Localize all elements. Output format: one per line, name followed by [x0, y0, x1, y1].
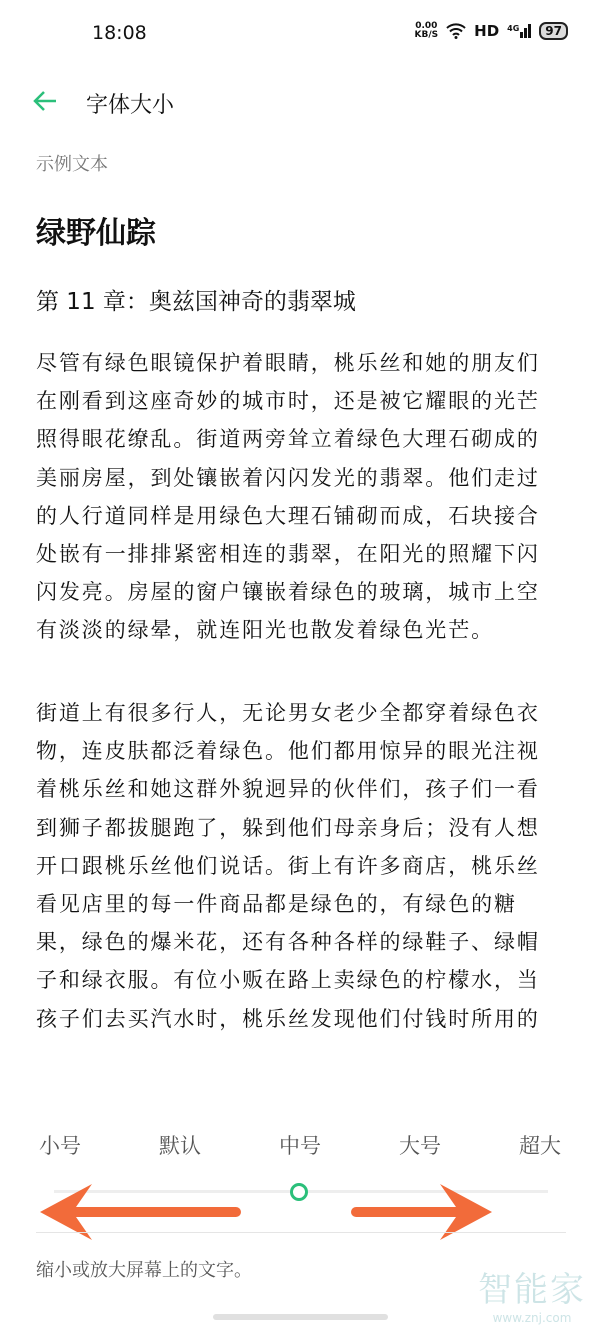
text-line: 处嵌有一排排紧密相连的翡翠，在阳光的照耀下闪	[36, 542, 540, 567]
text-line: 有淡淡的绿晕，就连阳光也散发着绿色光芒。	[36, 618, 494, 643]
signal-icon	[507, 24, 531, 38]
network-speed	[415, 22, 439, 40]
annotation-arrows	[0, 1180, 600, 1240]
text-line: 街道上有很多行人，无论男女老少全都穿着绿色衣	[36, 701, 540, 725]
divider	[36, 1232, 566, 1233]
wifi-icon	[446, 23, 466, 39]
book-title: 绿野仙踪	[36, 216, 156, 251]
paragraph-2	[36, 694, 576, 1038]
size-extra-large[interactable]: 超大	[519, 1134, 561, 1158]
home-indicator[interactable]	[213, 1314, 388, 1320]
chapter-title: 第 11 章：奥兹国神奇的翡翠城	[36, 289, 356, 315]
speed-unit: KB/S	[414, 30, 439, 40]
text-line: 孩子们去买汽水时，桃乐丝发现他们付钱时所用的	[36, 1006, 540, 1031]
hd-indicator: HD	[474, 22, 500, 40]
watermark-text: 智能家	[478, 1270, 586, 1310]
text-line: 子和绿衣服。有位小贩在路上卖绿色的柠檬水，当	[36, 968, 540, 993]
description: 缩小或放大屏幕上的文字。	[36, 1260, 252, 1281]
text-line: 着桃乐丝和她这群外貌迥异的伙伴们，孩子们一看	[36, 777, 540, 802]
text-line: 美丽房屋，到处镶嵌着闪闪发光的翡翠。他们走过	[36, 465, 540, 490]
size-small[interactable]: 小号	[39, 1134, 81, 1158]
paragraph-1	[36, 344, 576, 650]
back-arrow-icon[interactable]	[32, 88, 58, 114]
text-line: 开口跟桃乐丝他们说话。街上有许多商店，桃乐丝	[36, 853, 540, 878]
page-title: 字体大小	[86, 93, 175, 118]
text-line: 物，连皮肤都泛着绿色。他们都用惊异的眼光注视	[36, 739, 540, 764]
text-line: 看见店里的每一件商品都是绿色的，有绿色的糖	[36, 892, 517, 917]
text-line: 到狮子都拔腿跑了，躲到他们母亲身后；没有人想	[36, 815, 540, 840]
sample-text-label: 示例文本	[36, 154, 108, 175]
size-medium[interactable]: 中号	[279, 1134, 321, 1158]
speed-value: 0.00	[415, 21, 438, 31]
battery-icon: 97	[539, 22, 568, 40]
size-large[interactable]: 大号	[399, 1134, 441, 1158]
status-bar	[0, 0, 600, 66]
text-line: 在刚看到这座奇妙的城市时，还是被它耀眼的光芒	[36, 389, 540, 414]
clock: 18:08	[92, 22, 147, 44]
font-size-labels	[0, 1130, 600, 1160]
watermark	[478, 1262, 586, 1325]
text-line: 闪发亮。房屋的窗户镶嵌着绿色的玻璃，城市上空	[36, 580, 540, 605]
text-line: 果，绿色的爆米花，还有各种各样的绿鞋子、绿帽	[36, 930, 540, 955]
text-line: 尽管有绿色眼镜保护着眼睛，桃乐丝和她的朋友们	[36, 351, 540, 375]
size-default[interactable]: 默认	[159, 1134, 201, 1158]
watermark-url: www.znj.com	[492, 1311, 572, 1325]
text-line: 的人行道同样是用绿色大理石铺砌而成，石块接合	[36, 503, 540, 528]
app-bar	[0, 84, 600, 124]
text-line: 照得眼花缭乱。街道两旁耸立着绿色大理石砌成的	[36, 427, 540, 452]
network-type: 4G	[507, 24, 520, 33]
